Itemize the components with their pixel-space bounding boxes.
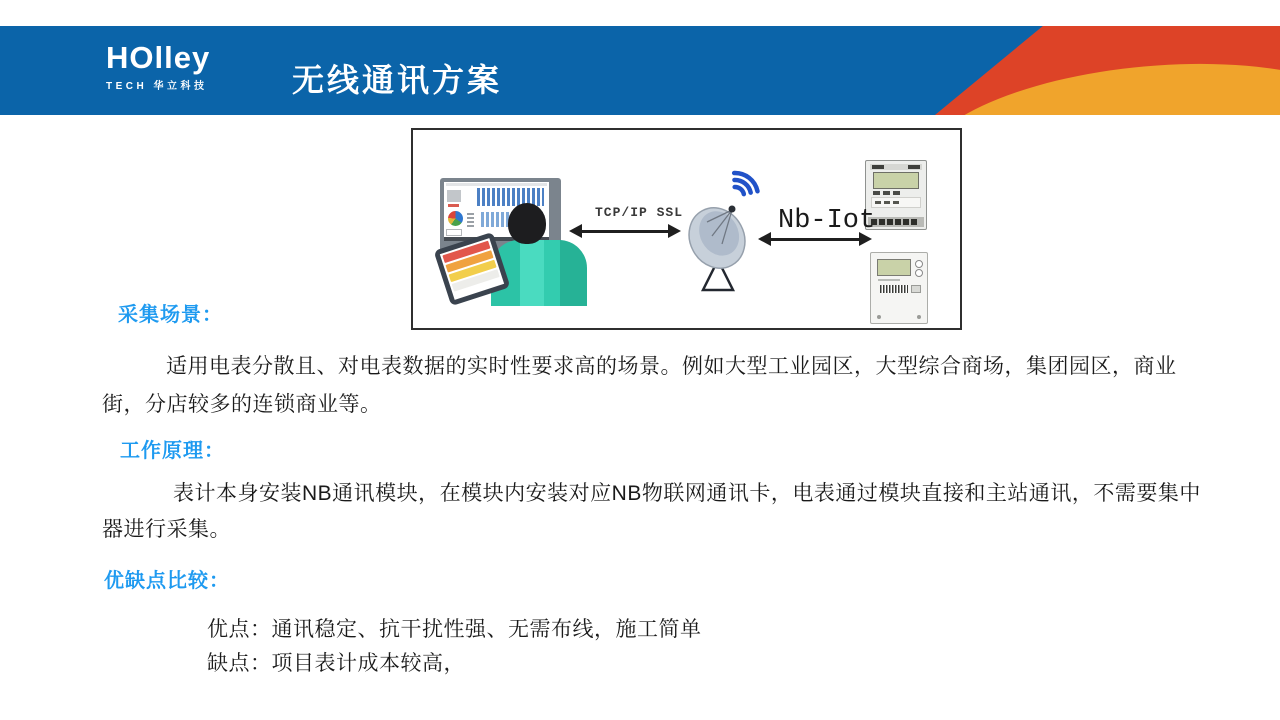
section-heading-collection-scenario: 采集场景： <box>118 304 223 326</box>
smart-meter-bottom-illustration <box>870 252 928 324</box>
person-head <box>508 203 546 244</box>
meter-screw <box>877 315 881 319</box>
holley-logo <box>106 42 210 92</box>
meter-lcd <box>877 259 911 276</box>
dashboard-panel <box>447 190 461 202</box>
arrow-left-head <box>569 224 582 238</box>
scenario-text-line1: 适用电表分散且、对电表数据的实时性要求高的场景。例如大型工业园区，大型综合商场，集团园区，商业 <box>166 355 1177 378</box>
tcp-link-arrow <box>569 224 681 238</box>
meter-label-line <box>878 279 900 281</box>
holley-logo-brand: HOlley <box>106 40 211 75</box>
meter-barcode <box>880 285 908 293</box>
meter-top-strip <box>870 164 922 170</box>
meter-lcd <box>873 172 919 189</box>
wifi-signal-icon <box>728 169 761 200</box>
meter-screw <box>917 315 921 319</box>
meter-label-panel <box>871 197 921 208</box>
dish-reflector <box>685 198 755 278</box>
diagram-box <box>411 128 962 330</box>
section-heading-working-principle: 工作原理： <box>120 440 225 462</box>
satellite-dish-svg <box>685 158 773 298</box>
arrow-right-head <box>859 232 872 246</box>
dashboard-popup <box>446 229 462 236</box>
meter-led <box>915 269 923 277</box>
meter-led <box>915 260 923 268</box>
arrow-shaft <box>771 238 859 241</box>
holley-logo-subtitle: TECH 华立科技 <box>106 81 208 92</box>
dashboard-kpi <box>448 204 459 207</box>
section-heading-pros-cons: 优缺点比较： <box>104 570 230 592</box>
page-title: 无线通讯方案 <box>292 62 503 98</box>
arrow-shaft <box>582 230 668 233</box>
pie-chart-icon <box>448 211 463 226</box>
nbiot-link-arrow <box>758 232 872 246</box>
arrow-right-head <box>668 224 681 238</box>
meter-buttons <box>873 191 919 195</box>
tcp-ip-ssl-label: TCP/IP SSL <box>595 205 684 220</box>
nb-iot-label: Nb-Iot <box>778 206 876 236</box>
header-bar <box>0 26 1280 115</box>
dashboard-menubar <box>446 183 547 186</box>
scenario-text-line2: 街，分店较多的连锁商业等。 <box>102 393 382 416</box>
meter-button <box>911 285 921 293</box>
satellite-dish-icon <box>685 158 773 298</box>
tablet-screen <box>440 238 504 300</box>
principle-text-line2: 器进行采集。 <box>102 518 231 541</box>
cons-text-line: 缺点：项目表计成本较高， <box>207 652 465 675</box>
bar-chart-icon <box>477 188 544 206</box>
arrow-left-head <box>758 232 771 246</box>
dashboard-list <box>467 212 474 227</box>
pros-text-line: 优点：通讯稳定、抗干扰性强、无需布线，施工简单 <box>207 618 702 641</box>
principle-text-line1: 表计本身安装NB通讯模块，在模块内安装对应NB物联网通讯卡，电表通过模块直接和主站通讯，不需要集中 <box>173 482 1201 505</box>
dish-feed-dot <box>729 206 736 213</box>
meter-terminals <box>868 217 924 227</box>
